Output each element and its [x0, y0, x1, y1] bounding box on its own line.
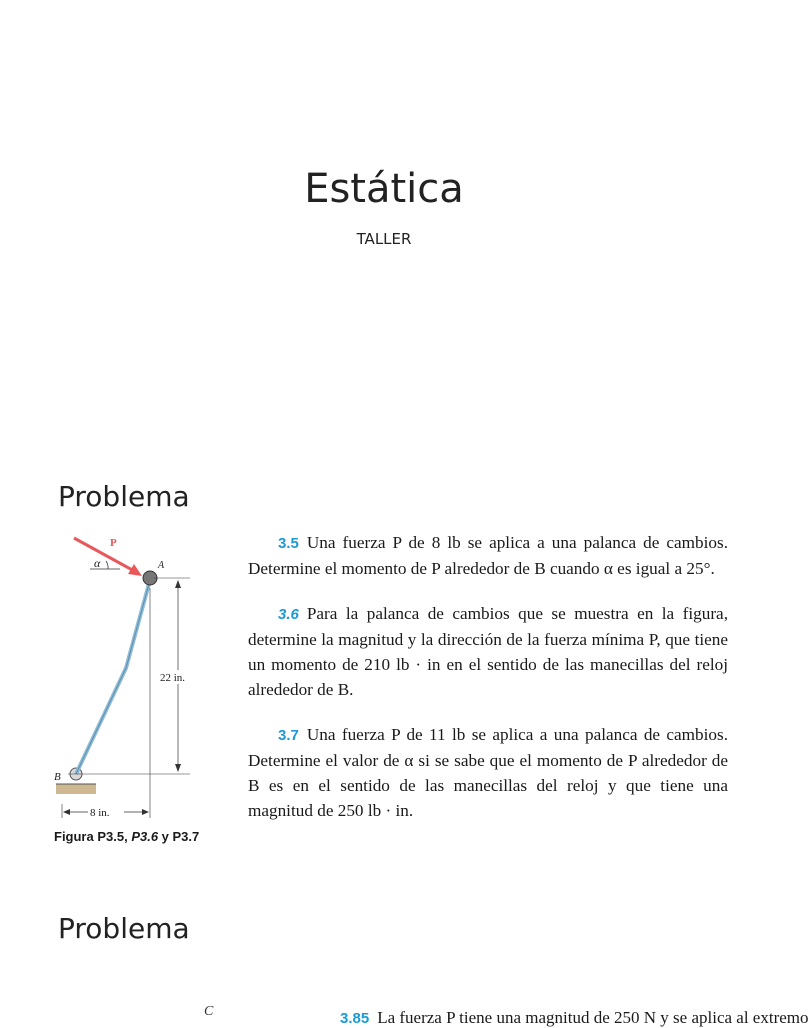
problem-text: Una fuerza P de 8 lb se aplica a una palanca de cambios. Determine el momento de P alrededor de B cuando α es igual a 25°. — [248, 533, 728, 578]
slide-title: Estática — [304, 166, 464, 212]
section-heading: Problema — [58, 480, 190, 513]
problem-number: 3.85 — [340, 1010, 370, 1027]
problem-text: Una fuerza P de 11 lb se aplica a una palanca de cambios. Determine el valor de α si se sabe que el momento de P alrededor de B es en el sentido de las manecillas del reloj y que tiene una magnitud de 250 lb · in. — [248, 725, 728, 820]
problem-item — [248, 601, 728, 702]
next-problem-item — [340, 1008, 809, 1028]
problem-list — [248, 530, 728, 843]
problem-text: La fuerza P tiene una magnitud de 250 N y se aplica al extremo — [377, 1008, 809, 1027]
section-heading: Problema — [58, 912, 190, 945]
label-a: A — [158, 560, 165, 571]
label-p: P — [110, 537, 117, 549]
problem-text: Para la palanca de cambios que se muestra en la figura, determine la magnitud y la dirección de la fuerza mínima P, que tiene un momento de 210 lb · in en el sentido de las manecillas del reloj alrededor de B. — [248, 604, 728, 699]
lever-figure — [50, 528, 230, 848]
lever-arm — [76, 580, 150, 774]
slide-subtitle: TALLER — [356, 230, 412, 248]
figure-caption: Figura P3.5, P3.6 y P3.7 — [54, 829, 200, 844]
problem-number: 3.7 — [278, 727, 299, 744]
problem-number: 3.6 — [278, 606, 299, 623]
problem-item — [248, 530, 728, 581]
label-height: 22 in. — [160, 672, 186, 684]
force-arrow — [74, 538, 136, 572]
problem-number: 3.5 — [278, 535, 299, 552]
ground-support — [56, 784, 96, 794]
label-width: 8 in. — [90, 807, 110, 819]
next-figure-label: C — [204, 1004, 214, 1019]
problem-item — [248, 722, 728, 823]
label-alpha: α — [94, 556, 101, 570]
label-b: B — [54, 771, 61, 783]
